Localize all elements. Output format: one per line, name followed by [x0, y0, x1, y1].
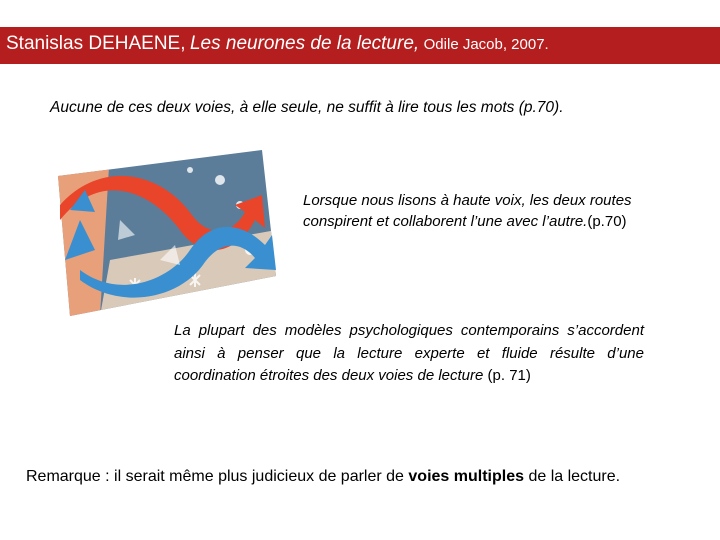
- two-crossing-arrows-icon: [40, 150, 276, 316]
- quote-psychological-models: La plupart des modèles psychologiques contemporains s’accordent ainsi à penser que la lecture experte et fluide résulte d’une coordination étroites des deux voies de lecture (p. 71): [174, 322, 644, 384]
- quote-two-routes: Aucune de ces deux voies, à elle seule, ne suffit à lire tous les mots (p.70).: [50, 99, 564, 116]
- author: Stanislas DEHAENE,: [6, 33, 186, 54]
- remark-emphasis: voies multiples: [408, 468, 524, 485]
- slide-title: [6, 33, 549, 55]
- quote-reading-aloud: Lorsque nous lisons à haute voix, les deux routes conspirent et collaborent l’une avec l’autre.(p.70): [303, 192, 632, 230]
- remark: Remarque : il serait même plus judicieux de parler de voies multiples de la lecture.: [26, 468, 621, 485]
- publisher: Odile Jacob, 2007.: [423, 36, 549, 53]
- book-title: Les neurones de la lecture,: [189, 33, 420, 54]
